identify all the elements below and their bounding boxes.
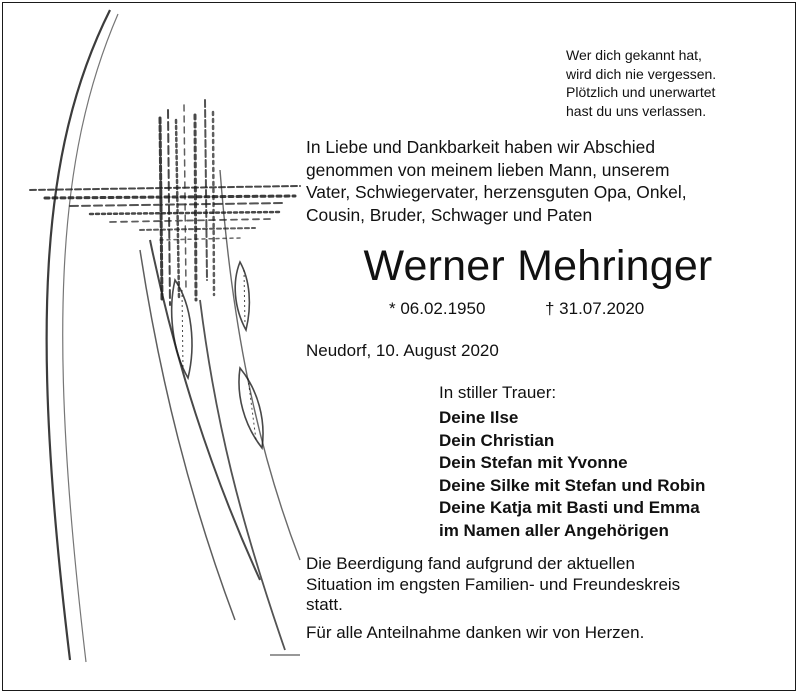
intro-line: Vater, Schwiegervater, herzensguten Opa, Onkel, (306, 182, 687, 203)
mourner-name: Deine Silke mit Stefan und Robin (439, 475, 706, 495)
birth-date: * 06.02.1950 (389, 299, 486, 318)
poem-verse (566, 46, 776, 120)
funeral-notice (306, 554, 776, 616)
intro-line: In Liebe und Dankbarkeit haben wir Abschied (306, 137, 656, 157)
mourner-name: Deine Katja mit Basti und Emma (439, 498, 700, 518)
wheat-stalks-icon (47, 10, 300, 662)
mourner-name: Dein Christian (439, 430, 555, 450)
thanks-line: Für alle Anteilnahme danken wir von Herzen. (306, 623, 645, 642)
funeral-line: statt. (306, 595, 343, 615)
mourner-name: Dein Stefan mit Yvonne (439, 453, 628, 473)
death-date: † 31.07.2020 (545, 299, 645, 318)
mourners-list (439, 407, 705, 543)
poem-line: Plötzlich und unerwartet (566, 84, 716, 100)
poem-line: Wer dich gekannt hat, (566, 47, 702, 63)
deceased-name: Werner Mehringer (363, 242, 713, 290)
intro-line: genommen von meinem lieben Mann, unserem (306, 159, 670, 180)
intro-line: Cousin, Bruder, Schwager und Paten (306, 204, 593, 225)
funeral-line: Situation im engsten Familien- und Freundeskreis (306, 574, 681, 594)
place-and-date: Neudorf, 10. August 2020 (306, 341, 499, 360)
funeral-line: Die Beerdigung fand aufgrund der aktuellen (306, 554, 635, 573)
mourners-label: In stiller Trauer: (439, 383, 557, 402)
intro-text (306, 136, 776, 226)
mourner-name: Deine Ilse (439, 408, 519, 427)
cross-icon (30, 100, 300, 305)
mourner-name: im Namen aller Angehörigen (439, 520, 669, 540)
poem-line: wird dich nie vergessen. (566, 65, 717, 82)
poem-line: hast du uns verlassen. (566, 102, 707, 119)
